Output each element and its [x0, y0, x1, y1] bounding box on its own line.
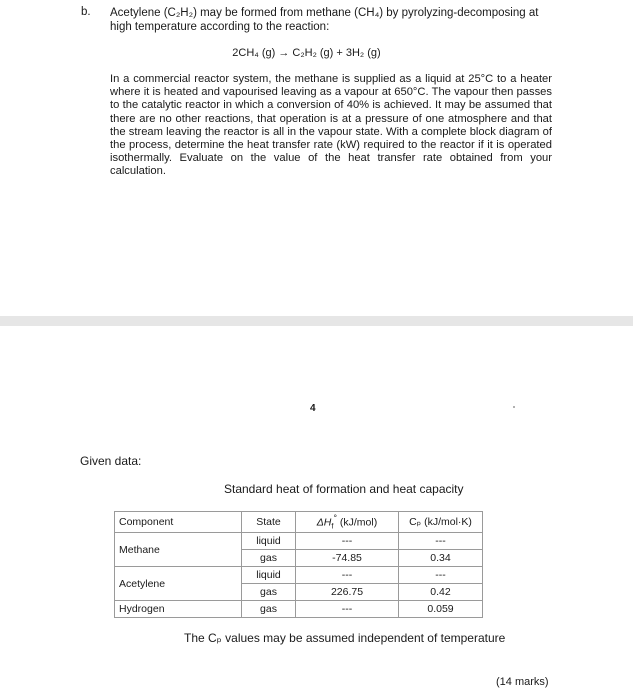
question-paragraph: In a commercial reactor system, the methane is supplied as a liquid at 25°C to a heater where it is heated and vapourised leaving as a vapour at 650°C. The vapour then passes to the catalytic reactor in which a conversion of 40% is achieved. It may be assumed that there are no other reactions, that operation is at a pressure of one atmosphere and that the stream leaving the reactor is all in the vapour state. With a complete block diagram of the process, determine the heat transfer rate (kW) required to the reactor if it is operated isothermally. Evaluate on the value of the heat transfer rate obtained from your calculation. — [110, 73, 552, 178]
cp-note: The Cₚ values may be assumed independent of temperature — [184, 631, 506, 645]
reaction-text: 2CH₄ (g) → C₂H₂ (g) + 3H₂ (g) — [232, 47, 381, 59]
cell-state: gas — [242, 601, 296, 618]
header-component: Component — [115, 512, 242, 533]
cell-cp: --- — [399, 533, 483, 550]
cell-component: Acetylene — [115, 567, 242, 601]
table-row — [115, 601, 483, 618]
dhf-symbol: ΔH — [316, 516, 332, 529]
page-speck — [513, 406, 515, 408]
cell-cp: 0.42 — [399, 584, 483, 601]
cell-dhf: 226.75 — [296, 584, 399, 601]
page-bottom — [0, 326, 633, 700]
cell-state: liquid — [242, 533, 296, 550]
table-row — [115, 567, 483, 584]
question-intro — [110, 6, 550, 34]
cell-dhf: --- — [296, 533, 399, 550]
header-state: State — [242, 512, 296, 533]
page-number: 4 — [310, 403, 316, 414]
page-top — [0, 0, 633, 316]
cell-component: Hydrogen — [115, 601, 242, 618]
intro-line-2: high temperature according to the reaction: — [110, 21, 330, 33]
page-separator — [0, 316, 633, 326]
intro-line-1: Acetylene (C₂H₂) may be formed from methane (CH₄) by pyrolyzing-decomposing at — [110, 7, 539, 19]
dhf-unit: (kJ/mol) — [339, 516, 378, 529]
data-table — [114, 511, 483, 618]
reaction-equation — [0, 47, 633, 59]
question-label: b. — [81, 6, 91, 18]
cell-state: gas — [242, 550, 296, 567]
cell-dhf: --- — [296, 567, 399, 584]
cell-state: liquid — [242, 567, 296, 584]
cell-state: gas — [242, 584, 296, 601]
header-cp: Cₚ (kJ/mol·K) — [399, 512, 483, 533]
table-header-row — [115, 512, 483, 533]
header-dhf: $\Delta H_f^\circ$ (kJ/mol) — [296, 512, 399, 533]
cell-cp: 0.34 — [399, 550, 483, 567]
cell-dhf: --- — [296, 601, 399, 618]
cell-component: Methane — [115, 533, 242, 567]
given-data-label: Given data: — [80, 454, 142, 468]
marks-label: (14 marks) — [496, 676, 549, 688]
cell-cp: 0.059 — [399, 601, 483, 618]
cell-dhf: -74.85 — [296, 550, 399, 567]
table-caption: Standard heat of formation and heat capacity — [224, 482, 464, 496]
table-row — [115, 533, 483, 550]
cell-cp: --- — [399, 567, 483, 584]
